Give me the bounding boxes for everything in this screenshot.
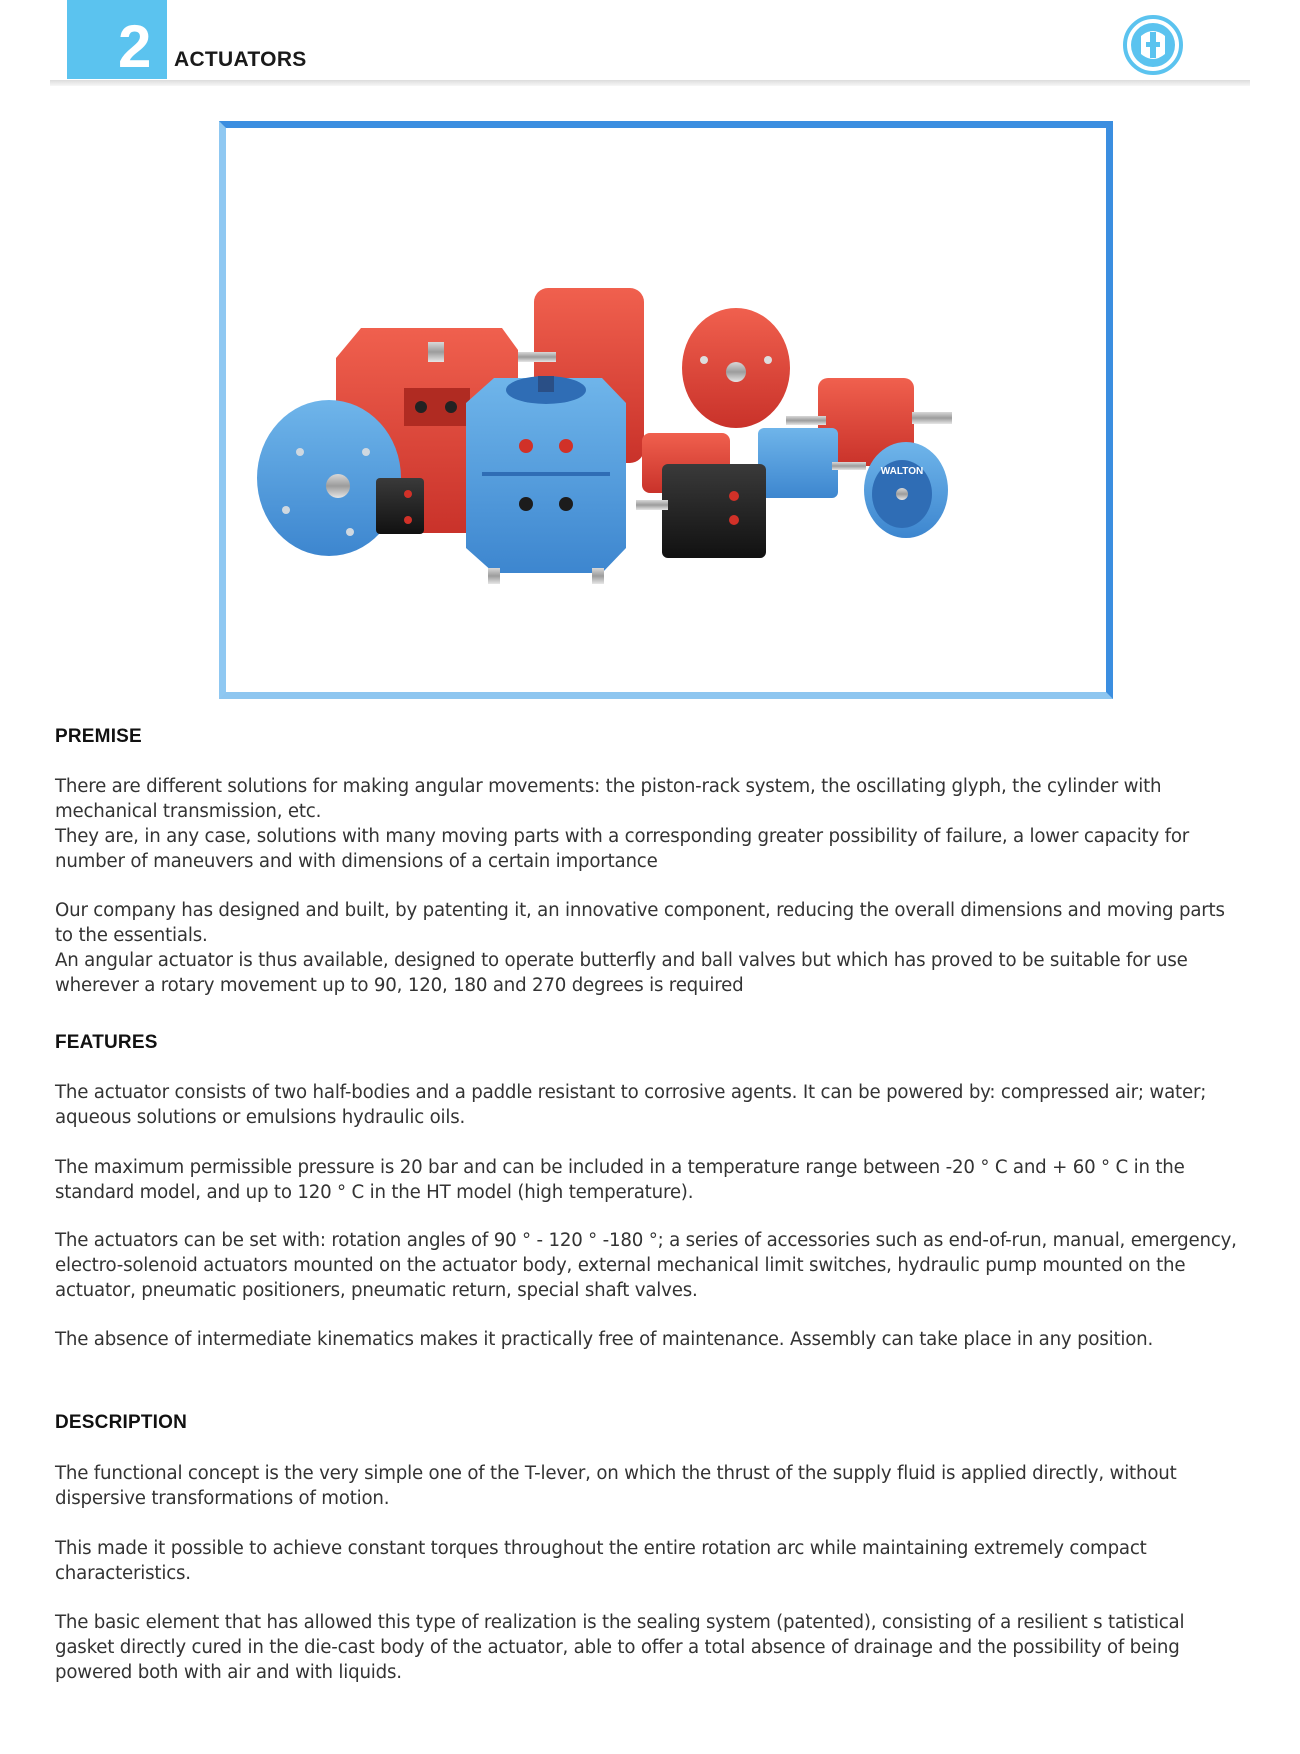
- actuators-photo: [226, 128, 1106, 692]
- paragraph: The actuators can be set with: rotation angles of 90 ° - 120 ° -180 °; a series of accessories such as end-of-run, manual, emergency, electro-solenoid actuators mounted on the actuator body, external mechanical limit switches, hydraulic pump mounted on the actuator, pneumatic positioners, pneumatic return, special shaft valves.: [55, 1230, 1237, 1301]
- paragraph: This made it possible to achieve constant torques throughout the entire rotation arc while maintaining extremely compact characteristics.: [55, 1538, 1147, 1584]
- section-heading-description: DESCRIPTION: [55, 1412, 188, 1433]
- brand-label: WALTON: [880, 466, 924, 477]
- paragraph: The absence of intermediate kinematics makes it practically free of maintenance. Assembly can take place in any position.: [55, 1329, 1154, 1350]
- paragraph: The maximum permissible pressure is 20 bar and can be included in a temperature range between -20 ° C and + 60 ° C in the standard model, and up to 120 ° C in the HT model (high temperature).: [55, 1157, 1185, 1203]
- paragraph: An angular actuator is thus available, designed to operate butterfly and ball valves but which has proved to be suitable for use wherever a rotary movement up to 90, 120, 180 and 270 degrees is required: [55, 950, 1188, 996]
- header-divider: [50, 80, 1250, 86]
- chapter-number-box: [67, 0, 167, 79]
- section-heading-features: FEATURES: [55, 1032, 158, 1053]
- paragraph: The basic element that has allowed this type of realization is the sealing system (patented), consisting of a resilient s tatistical gasket directly cured in the die-cast body of the actuator, able to offer a total absence of drainage and the possibility of being powered both with air and with liquids.: [55, 1612, 1185, 1683]
- actuator-black-small: [376, 478, 424, 534]
- actuator-blue-right: [758, 428, 838, 498]
- section-heading-premise: PREMISE: [55, 726, 142, 747]
- paragraph: There are different solutions for making angular movements: the piston-rack system, the oscillating glyph, the cylinder with mechanical transmission, etc.: [55, 776, 1162, 822]
- company-logo-icon: [1122, 14, 1184, 76]
- paragraph: Our company has designed and built, by patenting it, an innovative component, reducing the overall dimensions and moving parts to the essentials.: [55, 900, 1225, 946]
- chapter-number: 2: [118, 13, 152, 80]
- product-photo-frame: [219, 121, 1113, 699]
- paragraph: The functional concept is the very simple one of the T-lever, on which the thrust of the supply fluid is applied directly, without dispersive transformations of motion.: [55, 1463, 1177, 1509]
- chapter-title: ACTUATORS: [174, 48, 307, 71]
- paragraph: They are, in any case, solutions with many moving parts with a corresponding greater possibility of failure, a lower capacity for number of maneuvers and with dimensions of a certain importance: [55, 826, 1190, 872]
- paragraph: The actuator consists of two half-bodies and a paddle resistant to corrosive agents. It can be powered by: compressed air; water; aqueous solutions or emulsions hydraulic oils.: [55, 1082, 1207, 1128]
- actuator-black-center: [662, 464, 766, 558]
